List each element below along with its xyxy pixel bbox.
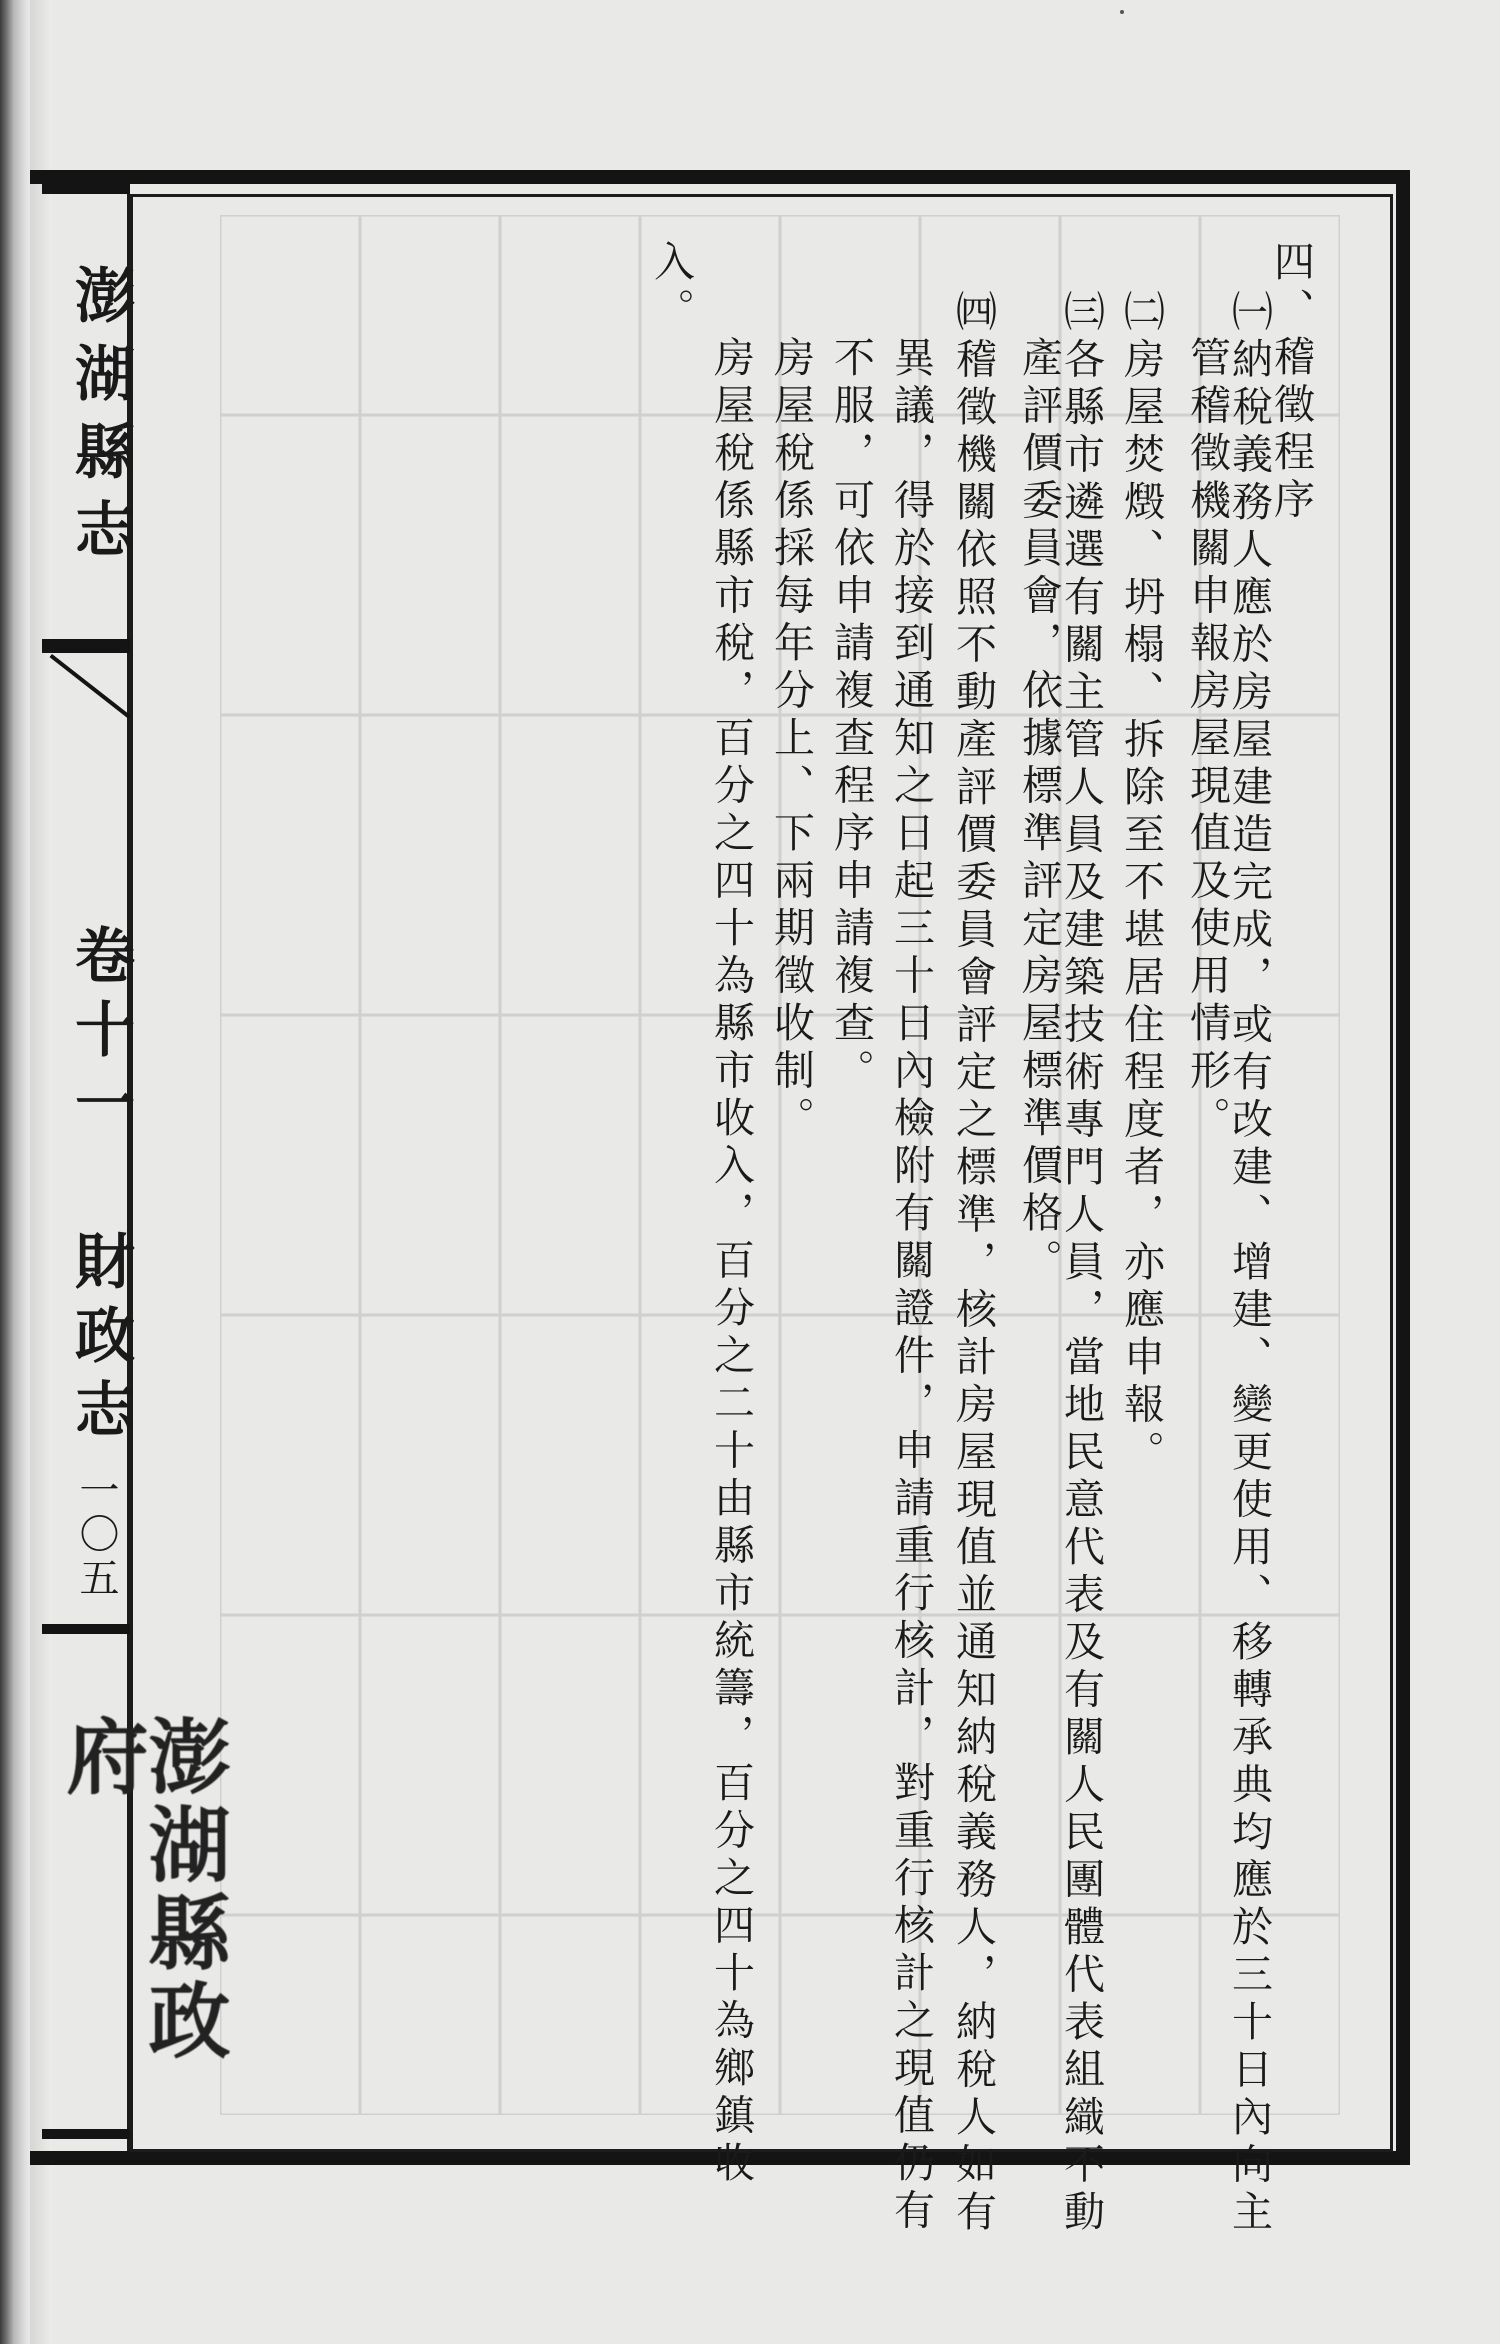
frame-bottom-rule	[30, 2151, 130, 2165]
header-ornament-middle	[42, 639, 130, 653]
book-title: 澎湖縣志	[65, 264, 135, 576]
section-heading: 四、稽徵程序	[1267, 240, 1315, 525]
paper-speck	[1120, 10, 1124, 14]
chapter-title: 卷十一 財政志	[65, 924, 135, 1452]
text-column-6: 產評價委員會，依據標準評定房屋標準價格。	[1015, 336, 1063, 1286]
frame-top-rule	[30, 170, 130, 184]
text-column-3: 管稽徵機關申報房屋現值及使用情形。	[1183, 336, 1231, 1144]
text-column-10: 房屋稅係採每年分上、下兩期徵收制。	[767, 336, 815, 1144]
running-header-column	[52, 184, 231, 2151]
header-diagonal-rule	[50, 654, 131, 719]
text-column-4: ㈡房屋焚燬、坍榻、拆除至不堪居住程度者，亦應申報。	[1117, 290, 1165, 1478]
text-column-11: 房屋稅係縣市稅，百分之四十為縣市收入，百分之二十由縣市統籌，百分之四十為鄉鎮收	[707, 336, 755, 2189]
text-column-5: ㈢各縣市遴選有關主管人員及建築技術專門人員，當地民意代表及有關人民團體代表組織不動	[1057, 290, 1105, 2238]
book-binding-edge	[0, 0, 30, 2344]
text-column-9: 不服，可依申請複查程序申請複查。	[827, 336, 875, 1096]
header-ornament-bottom	[42, 2129, 130, 2139]
header-ornament-lower	[42, 1624, 130, 1634]
text-column-12: 入。	[647, 240, 695, 335]
text-column-2: ㈠納稅義務人應於房屋建造完成，或有改建、增建、變更使用、移轉承典均應於三十日內向主	[1225, 290, 1273, 2238]
header-ornament-top	[42, 184, 130, 194]
page-number: 一〇五	[73, 1469, 119, 1601]
seal-stamp: 澎湖縣政府	[53, 1714, 231, 2066]
text-column-8: 異議，得於接到通知之日起三十日內檢附有關證件，申請重行核計，對重行核計之現值仍有	[887, 336, 935, 2236]
text-column-7: ㈣稽徵機關依照不動產評價委員會評定之標準，核計房屋現值並通知納稅義務人，納稅人如有	[949, 290, 997, 2238]
